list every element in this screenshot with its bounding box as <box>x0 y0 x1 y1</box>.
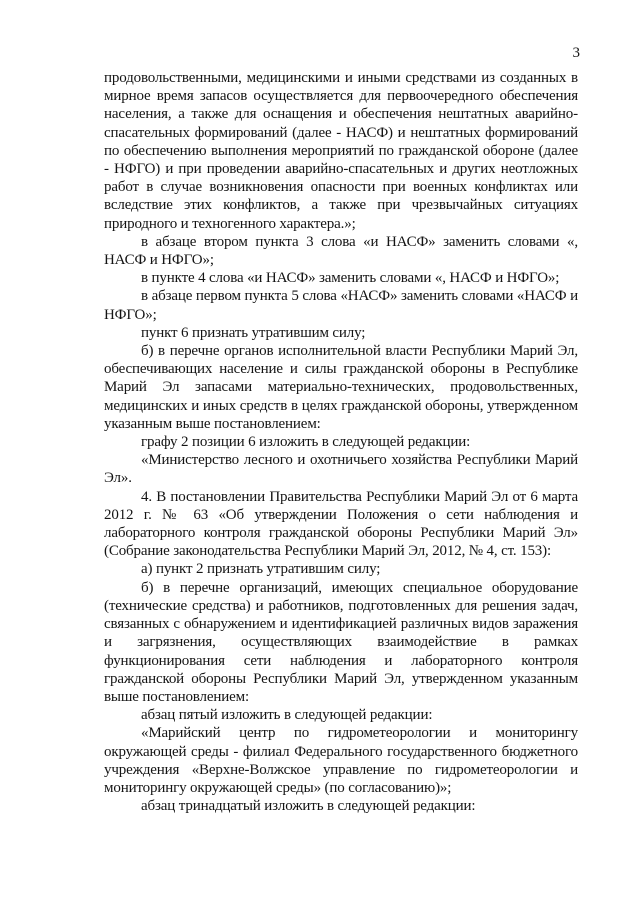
document-body <box>104 69 578 815</box>
paragraph: б) в перечне организаций, имеющих специальное оборудование (технические средства) и работников, подготовленных для решения задач, связанных с обнаружением и идентификацией различных видов заражения и загрязнения, осуществляющих взаимодействие в рамках функционирования сети наблюдения и лабораторного контроля гражданской обороны Республики Марий Эл, утвержденном указанным выше постановлением: <box>104 579 578 705</box>
paragraph: абзац пятый изложить в следующей редакции: <box>141 707 433 724</box>
paragraph: «Министерство лесного и охотничьего хозяйства Республики Марий Эл». <box>104 452 578 487</box>
paragraph: в абзаце первом пункта 5 слова «НАСФ» заменить словами «НАСФ и НФГО»; <box>104 288 578 323</box>
page-number: 3 <box>572 45 580 61</box>
paragraph: 4. В постановлении Правительства Республики Марий Эл от 6 марта 2012 г. № 63 «Об утверждении Положения о сети наблюдения и лабораторного контроля гражданской обороны Республики Марий Эл» (Собрание законодательства Республики Марий Эл, 2012, № 4, ст. 153): <box>104 488 578 560</box>
paragraph: «Марийский центр по гидрометеорологии и мониторингу окружающей среды - филиал Федерального государственного бюджетного учреждения «Верхне-Волжское управление по гидрометеорологии и мониторингу окружающей среды» (по согласованию)»; <box>104 725 578 796</box>
paragraph: графу 2 позиции 6 изложить в следующей редакции: <box>141 434 471 451</box>
paragraph: продовольственными, медицинскими и иными средствами из созданных в мирное время запасов осуществляется для первоочередного обеспечения населения, а также для оснащения и обеспечения нештатных аварийно-спасательных формирований (далее - НАСФ) и нештатных формирований по обеспечению выполнения мероприятий по гражданской обороне (далее - НФГО) и при проведении аварийно-спасательных и других неотложных работ в случае возникновения опасности при военных конфликтах или вследствие этих конфликтов, а также при чрезвычайных ситуациях природного и техногенного характера.»; <box>104 70 578 232</box>
paragraph: в абзаце втором пункта 3 слова «и НАСФ» заменить словами «, НАСФ и НФГО»; <box>104 233 578 269</box>
paragraph: пункт 6 признать утратившим силу; <box>141 324 366 341</box>
paragraph: а) пункт 2 признать утратившим силу; <box>141 561 381 578</box>
paragraph: абзац тринадцатый изложить в следующей редакции: <box>141 798 476 815</box>
paragraph: в пункте 4 слова «и НАСФ» заменить словами «, НАСФ и НФГО»; <box>141 270 560 287</box>
paragraph: б) в перечне органов исполнительной власти Республики Марий Эл, обеспечивающих население и силы гражданской обороны в Республике Марий Эл запасами материально-технических, продовольственных, медицинских и иных средств в целях гражданской обороны, утвержденном указанным выше постановлением: <box>104 343 578 432</box>
